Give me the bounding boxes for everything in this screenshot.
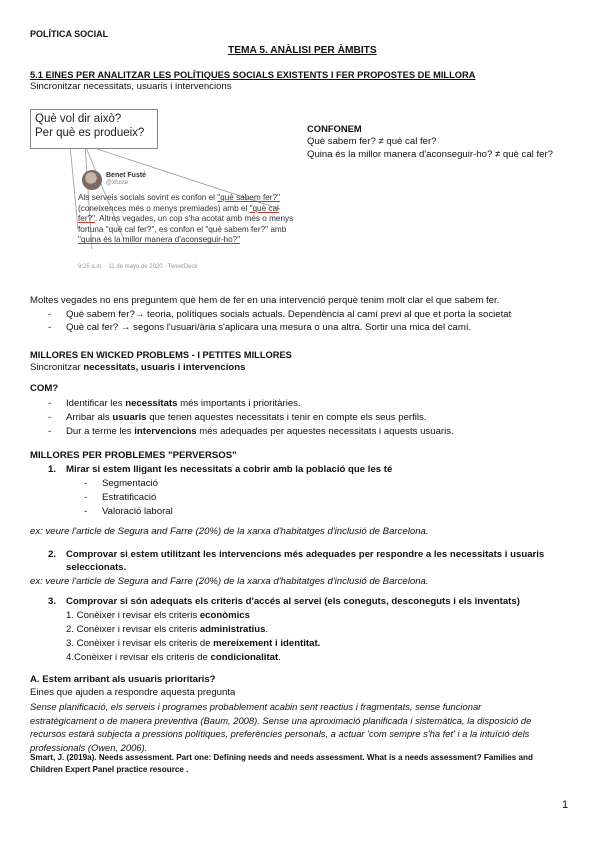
numbered-item-text: seleccionats. — [66, 562, 127, 573]
reference: Children Expert Panel practice resource . — [30, 765, 189, 774]
tweet-image — [30, 109, 295, 277]
com-heading: COM? — [30, 383, 59, 394]
confonem-line-2: Quina és la millor manera d'aconseguir-ho? ≠ què cal fer? — [307, 149, 554, 160]
tweet-highlight: "què sabem fer?" — [217, 193, 280, 202]
section-a-heading: A. Estem arribant als usuaris prioritaris? — [30, 674, 216, 685]
numbered-item-text: Mirar si estem lligant les necessitats a cobrir amb la població que les té — [66, 464, 393, 475]
numbered-item: 2. — [48, 549, 57, 560]
example-note: ex: veure l'article de Segura and Farre (20%) de la xarxa d'habitatges d'inclusió de Barcelona. — [30, 526, 429, 537]
avatar — [82, 170, 102, 190]
numbered-item: 3. — [48, 596, 57, 607]
course-header: POLÍTICA SOCIAL — [30, 29, 109, 39]
tweet-highlight: "què cal fer?" — [78, 203, 279, 224]
criteria-item: 2. Conèixer i revisar els criteris administratius. — [66, 624, 269, 635]
page-number: 1 — [562, 799, 569, 811]
tweet-handle: @xfuste — [106, 180, 129, 186]
italic-paragraph: Sense planificació, els serveis i programes probablement acabin sent reactius i fragmentats, sense funcionar estratègicament o de manera preventiva (Baum, 2008). Sense una aproximació planificada i sistemàtica, la disposició de recursos estarà subjecta a pressions polítiques, preferències personals, a actuar 'com sempre s'ha fet' i a la intuïció dels professionals (Owen, 2006). — [30, 701, 532, 753]
confonem-line-1: Què sabem fer? ≠ què cal fer? — [307, 136, 437, 147]
example-note: ex: veure l'article de Segura and Farre (20%) de la xarxa d'habitatges d'inclusió de Barcelona. — [30, 576, 429, 587]
tweet-body: Als serveis socials sovint es confon el "què sabem fer?" (coneixences més o menys premiades) amb el "què cal fer?". Altres vegades, un cop s'ha acotat amb més o menys fortuna "què cal fer?", es confon el "què sabem fer?" amb "quina és la millor manera d'aconseguir-ho?" — [78, 193, 294, 245]
perversos-heading: MILLORES PER PROBLEMES "PERVERSOS" — [30, 450, 237, 461]
numbered-item-text: Comprovar si estem utilitzant les intervencions més adequades per respondre a les necessitats i usuaris — [66, 549, 545, 560]
numbered-item: 1. — [48, 464, 57, 475]
tweet-highlight: "quina és la millor manera d'aconseguir-ho?" — [78, 235, 241, 245]
page-title: TEMA 5. ANÀLISI PER ÀMBITS — [228, 45, 377, 56]
section-heading: 5.1 EINES PER ANALITZAR LES POLÍTIQUES SOCIALS EXISTENTS I FER PROPOSTES DE MILLORA — [30, 70, 476, 80]
tweet-date: 9:25 a.m. · 11 de mayo de 2020 · TweetDeck — [78, 264, 198, 270]
section-a-subtitle: Eines que ajuden a respondre aquesta pregunta — [30, 687, 236, 698]
criteria-item: 1. Conèixer i revisar els criteris econòmics — [66, 610, 250, 621]
wicked-subtitle: Sincronitzar necessitats, usuaris i intervencions — [30, 362, 246, 373]
numbered-item-text: Comprovar si són adequats els criteris d'accés al servei (els coneguts, desconeguts i els inventats) — [66, 596, 520, 607]
wicked-heading: MILLORES EN WICKED PROBLEMS - I PETITES MILLORES — [30, 350, 292, 360]
tweet-author: Benet Fusté — [106, 172, 147, 179]
confonem-heading: CONFONEM — [307, 123, 362, 134]
criteria-item: 4.Conèixer i revisar els criteris de condicionalitat. — [66, 652, 281, 663]
paragraph: Moltes vegades no ens preguntem què hem de fer en una intervenció perquè tenim molt clar el que sabem fer. — [30, 295, 500, 306]
question-line-2: Per què es produeix? — [35, 127, 145, 139]
question-line-1: Què vol dir això? — [35, 113, 122, 125]
tweet-question-box — [30, 109, 158, 149]
reference: Smart, J. (2019a). Needs assessment. Part one: Defining needs and needs assessment. What is a needs assessment? Families and — [30, 753, 533, 762]
criteria-item: 3. Conèixer i revisar els criteris de mereixement i identitat. — [66, 638, 321, 649]
section-subtitle: Sincronitzar necessitats, usuaris i intervencions — [30, 81, 232, 92]
